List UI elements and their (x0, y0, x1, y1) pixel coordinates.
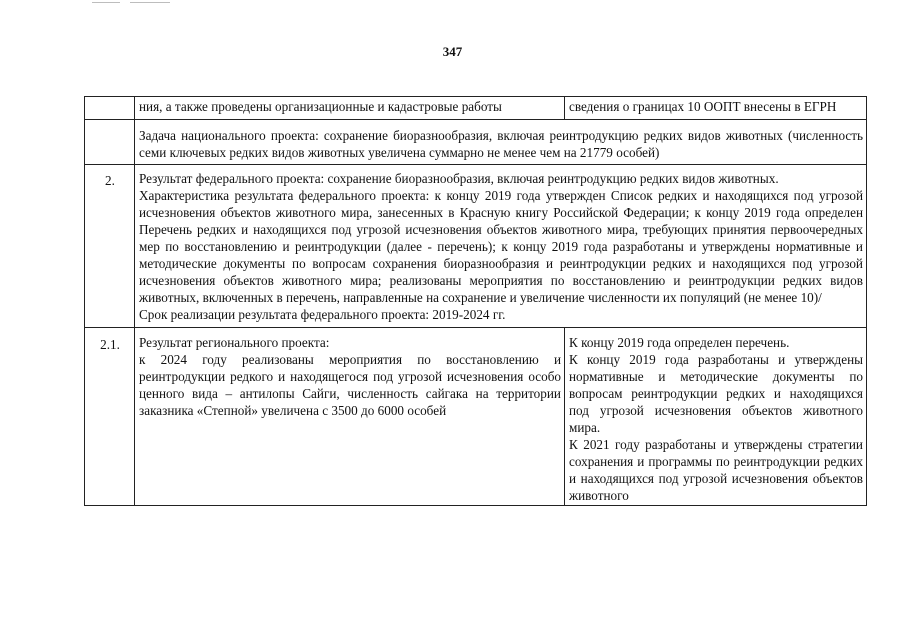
table-row (85, 120, 867, 165)
deadline-paragraph: К концу 2019 года разработаны и утверждены нормативные и методические документы по вопросам реинтродукции редких и находящихся под угрозой исчезновения объектов животного мира. (569, 352, 863, 435)
row-number: 2.1. (85, 328, 135, 506)
row-number: 2. (85, 165, 135, 328)
page-number: 347 (442, 44, 463, 59)
federal-result-title: Результат федерального проекта: сохранение биоразнообразия, включая реинтродукцию редких видов животных. (139, 171, 779, 186)
regional-result-text: к 2024 году реализованы мероприятия по восстановлению и реинтродукции редкого и находящегося под угрозой исчезновения особо ценного вида – антилопы Сайги, численность сайгака на территории заказника «Степной» увеличена с 3500 до 6000 особей (139, 352, 561, 418)
row-number (85, 97, 135, 120)
federal-result-term: Срок реализации результата федерального проекта: 2019-2024 гг. (139, 307, 506, 322)
table-row (85, 165, 867, 328)
deadline-paragraph: К 2021 году разработаны и утверждены стратегии сохранения и программы по реинтродукции редких и находящихся под угрозой исчезновения объектов животного (569, 437, 863, 503)
federal-result-cell (135, 165, 867, 328)
task-cell: Задача национального проекта: сохранение биоразнообразия, включая реинтродукцию редких видов животных (численность семи ключевых редких видов животных увеличена суммарно не менее чем на 21779 особей) (135, 120, 867, 165)
table-row (85, 97, 867, 120)
regional-result-cell (135, 328, 565, 506)
row-left-cell: ния, а также проведены организационные и кадастровые работы (135, 97, 565, 120)
row-right-cell: сведения о границах 10 ООПТ внесены в ЕГРН (565, 97, 867, 120)
scan-artifact (130, 2, 170, 3)
document-table (84, 96, 867, 506)
row-number (85, 120, 135, 165)
federal-result-characteristic: Характеристика результата федерального проекта: к концу 2019 года утвержден Список редких и находящихся под угрозой исчезновения объектов животного мира, занесенных в Красную книгу Российской Федерации; к концу 2019 года определен Перечень редких и находящихся под угрозой исчезновения объектов животного мира, требующих принятия первоочередных мер по восстановлению и реинтродукции (далее - перечень); к концу 2019 года разработаны и утверждены нормативные и методические документы по вопросам сохранения биоразнообразия и реинтродукции редких и находящихся под угрозой исчезновения объектов животного мира; реализованы мероприятия по восстановлению и реинтродукции редких видов животных, включенных в перечень, направленные на сохранение и увеличение численности их популяций (не менее 10)/ (139, 188, 863, 305)
scan-artifact (92, 2, 120, 3)
regional-result-title: Результат регионального проекта: (139, 335, 330, 350)
table-row (85, 328, 867, 506)
regional-deadlines-cell (565, 328, 867, 506)
deadline-paragraph: К концу 2019 года определен перечень. (569, 335, 790, 350)
